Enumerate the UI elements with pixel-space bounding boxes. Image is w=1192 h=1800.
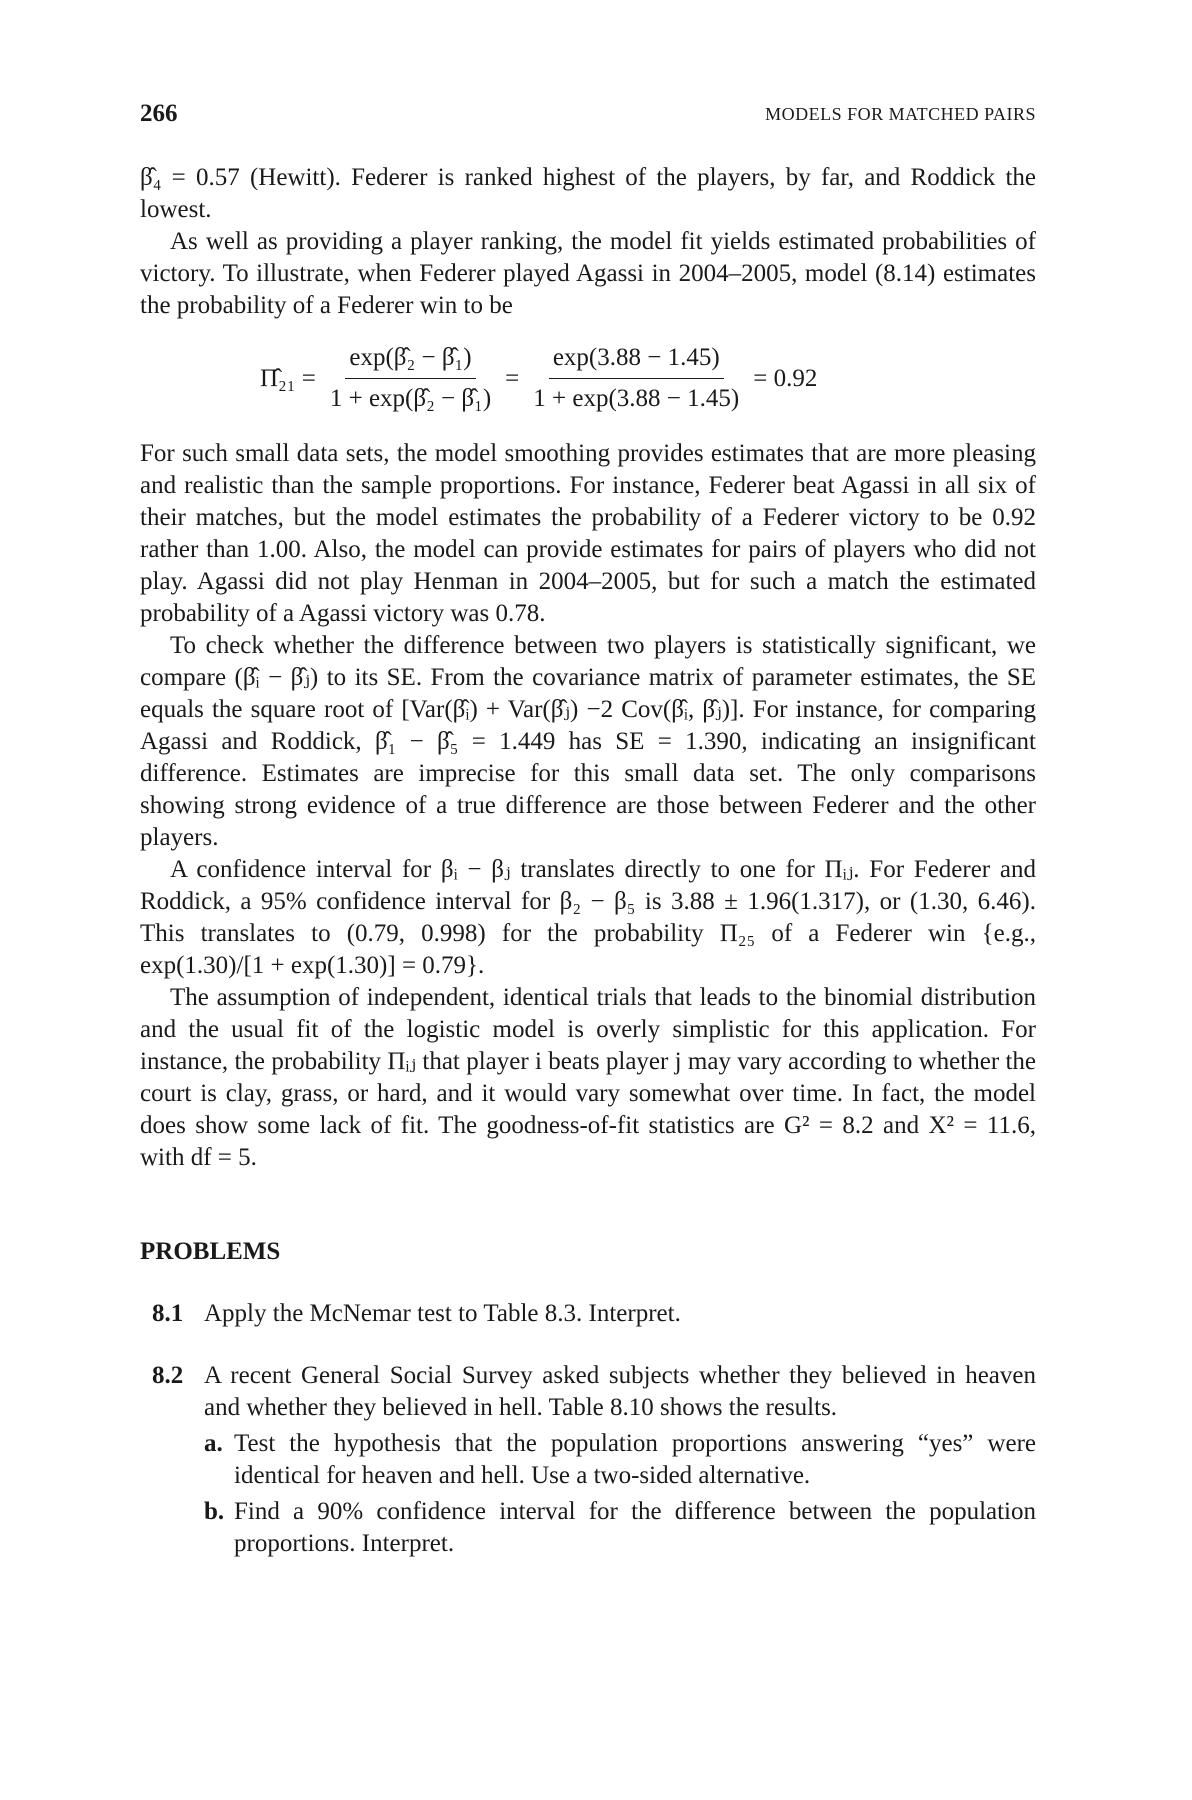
problem-text: Apply the McNemar test to Table 8.3. Interpret. xyxy=(204,1300,681,1327)
denominator: 1 + exp(β̂₂ − β̂₁) xyxy=(329,385,492,412)
paragraph: The assumption of independent, identical trials that leads to the binomial distribution and the usual fit of the logistic model is overly simplistic for this application. For instance, the probability Πᵢⱼ that player i beats player j may vary according to whether the court is clay, grass, or hard, and it would vary somewhat over time. In fact, the model does show some lack of fit. The goodness-of-fit statistics are G² = 8.2 and X² = 11.6, with df = 5. xyxy=(140,984,1036,1171)
part-text: Test the hypothesis that the population proportions answering “yes” were identical for heaven and hell. Use a two-sided alternative. xyxy=(234,1430,1036,1489)
paragraph: A confidence interval for βᵢ − βⱼ translates directly to one for Πᵢⱼ. For Federer and Roddick, a 95% confidence interval for β₂ − β₅ is 3.88 ± 1.96(1.317), or (1.30, 6.46). This translates to (0.79, 0.998) for the probability Π₂₅ of a Federer win {e.g., exp(1.30)/[1 + exp(1.30)] = 0.79}. xyxy=(140,856,1036,979)
part-label: b. xyxy=(204,1498,225,1525)
part-text: Find a 90% confidence interval for the difference between the population proportions. Interpret. xyxy=(234,1498,1036,1557)
problem-8-1 xyxy=(140,1298,1036,1330)
equation-pi21 xyxy=(140,322,1036,438)
problems-heading: PROBLEMS xyxy=(140,1238,281,1265)
problem-text: A recent General Social Survey asked subjects whether they believed in heaven and whether they believed in hell. Table 8.10 shows the results. xyxy=(204,1362,1036,1421)
numerator: exp(3.88 − 1.45) xyxy=(549,342,724,379)
fraction-numeric xyxy=(529,342,743,415)
page-header xyxy=(140,100,1036,130)
equation-result: = 0.92 xyxy=(753,364,818,392)
problem-number: 8.1 xyxy=(152,1300,184,1327)
page-body xyxy=(140,162,1036,1560)
problem-number: 8.2 xyxy=(152,1362,184,1389)
problem-8-2 xyxy=(140,1360,1036,1424)
denominator: 1 + exp(3.88 − 1.45) xyxy=(533,385,740,412)
paragraph: For such small data sets, the model smoothing provides estimates that are more pleasing and realistic than the sample proportions. For instance, Federer beat Agassi in all six of their matches, but the model estimates the probability of a Federer victory to be 0.92 rather than 1.00. Also, the model can provide estimates for pairs of players who did not play. Agassi did not play Henman in 2004–2005, but for such a match the estimated probability of a Agassi victory was 0.78. xyxy=(140,440,1036,627)
equation-lhs: Π̂₂₁ = xyxy=(260,364,316,392)
fraction-symbolic xyxy=(326,342,495,415)
part-label: a. xyxy=(204,1430,223,1457)
paragraph: As well as providing a player ranking, the model fit yields estimated probabilities of victory. To illustrate, when Federer played Agassi in 2004–2005, model (8.14) estimates the probability of a Federer win to be xyxy=(140,228,1036,319)
running-title: MODELS FOR MATCHED PAIRS xyxy=(765,104,1036,124)
numerator: exp(β̂₂ − β̂₁) xyxy=(345,342,475,379)
paragraph: β̂₄ = 0.57 (Hewitt). Federer is ranked highest of the players, by far, and Roddick the lowest. xyxy=(140,164,1036,223)
page-number: 266 xyxy=(140,100,178,127)
problem-part-a xyxy=(204,1428,1036,1492)
equals-sign: = xyxy=(505,364,520,392)
problem-part-b xyxy=(204,1496,1036,1560)
paragraph: To check whether the difference between two players is statistically significant, we compare (β̂ᵢ − β̂ⱼ) to its SE. From the covariance matrix of parameter estimates, the SE equals the square root of [Var(β̂ᵢ) + Var(β̂ⱼ) −2 Cov(β̂ᵢ, β̂ⱼ)]. For instance, for comparing Agassi and Roddick, β̂₁ − β̂₅ = 1.449 has SE = 1.390, indicating an insignificant difference. Estimates are imprecise for this small data set. The only comparisons showing strong evidence of a true difference are those between Federer and the other players. xyxy=(140,632,1036,851)
